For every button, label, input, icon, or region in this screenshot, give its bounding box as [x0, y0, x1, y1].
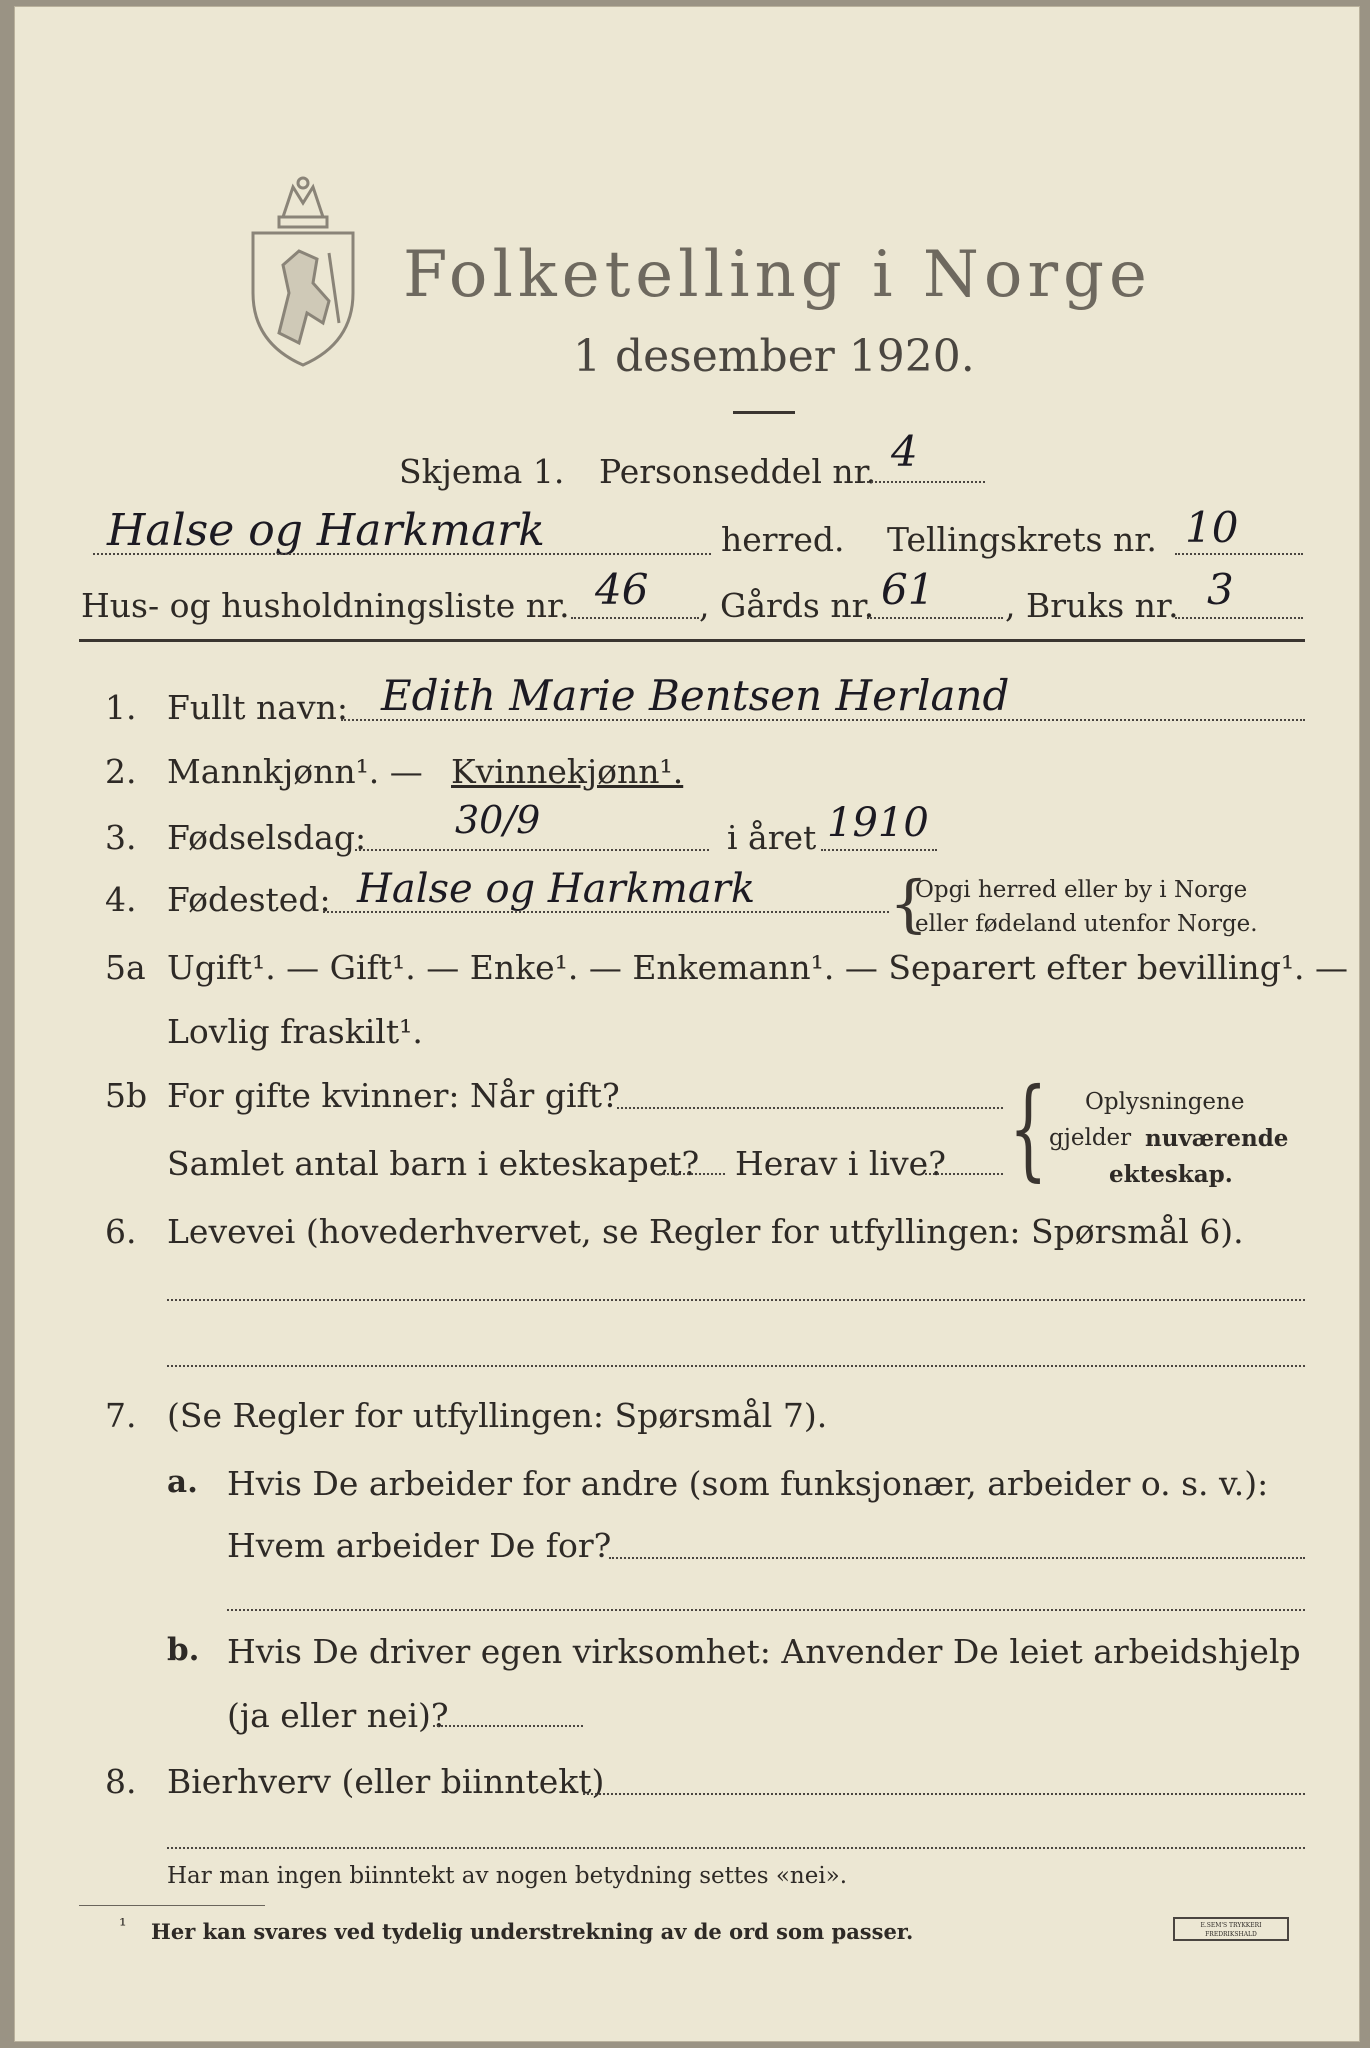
- q7a-field-line-2: [227, 1609, 1305, 1611]
- q4-label: Fødested:: [167, 880, 331, 919]
- bruks-label: , Bruks nr.: [1005, 586, 1179, 625]
- q8-field-line-1: [583, 1793, 1305, 1795]
- q6-label: Levevei (hovederhvervet, se Regler for utfyllingen: Spørsmål 6).: [167, 1212, 1244, 1251]
- q5b-alive-line: [925, 1173, 1003, 1175]
- q3-field-line: [355, 849, 709, 851]
- footnote-divider: [79, 1905, 265, 1906]
- q6-field-line-2: [167, 1365, 1305, 1367]
- footnote-mark: ¹: [119, 1915, 127, 1937]
- gards-label: , Gårds nr.: [699, 586, 875, 625]
- q5b-number: 5b: [105, 1076, 148, 1115]
- q7a-field-line-1: [609, 1557, 1305, 1559]
- printer-stamp: [1173, 1917, 1289, 1941]
- q8-field-line-2: [167, 1847, 1305, 1849]
- herred-value: Halse og Harkmark: [107, 505, 545, 556]
- q2-number: 2.: [105, 752, 137, 791]
- q2-kvinnekjonn: Kvinnekjønn¹.: [451, 752, 684, 791]
- q5b-when-married-label: For gifte kvinner: Når gift?: [167, 1076, 620, 1115]
- tellingskrets-value: 10: [1185, 503, 1239, 552]
- bruks-field-line: [1175, 617, 1303, 619]
- census-form-page: [14, 6, 1360, 2042]
- q5b-note-line2a: gjelder: [1049, 1125, 1132, 1151]
- q5a-number: 5a: [105, 948, 146, 987]
- q5b-children-label: Samlet antal barn i ekteskapet?: [167, 1144, 700, 1183]
- q5b-note-line1: Oplysningene: [1085, 1089, 1245, 1115]
- title-divider: [733, 411, 795, 414]
- q6-number: 6.: [105, 1212, 137, 1251]
- q1-label: Fullt navn:: [167, 688, 348, 727]
- herred-field-line: [93, 553, 711, 555]
- tellingskrets-label: Tellingskrets nr.: [887, 520, 1157, 559]
- q8-label: Bierhverv (eller biinntekt): [167, 1762, 605, 1801]
- header-divider: [79, 639, 1305, 642]
- q3-birth-year: 1910: [827, 800, 929, 846]
- q7b-line2: (ja eller nei)?: [227, 1696, 449, 1735]
- bruks-value: 3: [1207, 565, 1234, 614]
- q1-number: 1.: [105, 688, 137, 727]
- printer-line2: FREDRIKSHALD: [1205, 1931, 1257, 1938]
- gards-value: 61: [881, 565, 935, 614]
- q5b-note-line3: ekteskap.: [1109, 1161, 1233, 1188]
- q5b-note-line2b: nuværende: [1145, 1125, 1289, 1152]
- q7b-field-line: [433, 1725, 583, 1727]
- q5a-line1: Ugift¹. — Gift¹. — Enke¹. — Enkemann¹. — Separert efter bevilling¹. —: [167, 948, 1349, 987]
- q3-label: Fødselsdag:: [167, 818, 367, 857]
- q7a-line1: Hvis De arbeider for andre (som funksjonær, arbeider o. s. v.):: [227, 1464, 1269, 1503]
- q7a-line2: Hvem arbeider De for?: [227, 1526, 612, 1565]
- printer-line1: E.SEM'S TRYKKERI: [1200, 1922, 1262, 1929]
- q3-number: 3.: [105, 818, 137, 857]
- q2-mannkjonn: Mannkjønn¹. —: [167, 752, 423, 791]
- q7a-letter: a.: [167, 1464, 198, 1500]
- q4-number: 4.: [105, 880, 137, 919]
- husholdningsliste-label: Hus- og husholdningsliste nr.: [81, 586, 570, 625]
- q4-brace: {: [889, 867, 929, 940]
- gards-field-line: [867, 617, 1003, 619]
- q8-note: Har man ingen biinntekt av nogen betydning settes «nei».: [167, 1863, 848, 1889]
- personseddel-label: Personseddel nr.: [599, 452, 877, 491]
- coat-of-arms-icon: [239, 173, 367, 373]
- q6-field-line-1: [167, 1299, 1305, 1301]
- q3-year-line: [821, 849, 937, 851]
- form-title: Folketelling i Norge: [403, 238, 1152, 312]
- footnote-text: Her kan svares ved tydelig understrekning av de ord som passer.: [151, 1919, 914, 1944]
- personseddel-value: 4: [891, 427, 918, 476]
- q3-birthday: 30/9: [455, 798, 541, 842]
- q5b-when-married-line: [617, 1107, 1003, 1109]
- herred-label: herred.: [721, 520, 845, 559]
- personseddel-field-line: [863, 481, 985, 483]
- q7b-letter: b.: [167, 1632, 200, 1668]
- husholdningsliste-value: 46: [595, 565, 649, 614]
- q7-label: (Se Regler for utfyllingen: Spørsmål 7).: [167, 1396, 828, 1435]
- q7-number: 7.: [105, 1396, 137, 1435]
- tellingskrets-field-line: [1175, 553, 1303, 555]
- q4-note-line1: Opgi herred eller by i Norge: [915, 877, 1248, 903]
- census-date: 1 desember 1920.: [573, 331, 975, 382]
- skjema-label: Skjema 1.: [399, 452, 565, 491]
- q8-number: 8.: [105, 1762, 137, 1801]
- q1-full-name: Edith Marie Bentsen Herland: [381, 671, 1010, 720]
- husholdningsliste-field-line: [571, 617, 699, 619]
- q5b-children-line: [659, 1173, 725, 1175]
- q3-year-label: i året: [727, 818, 817, 857]
- q7b-line1: Hvis De driver egen virksomhet: Anvender De leiet arbeidshjelp: [227, 1632, 1301, 1671]
- q5b-alive-label: Herav i live?: [735, 1144, 946, 1183]
- q5b-brace: {: [1009, 1064, 1048, 1192]
- q4-birthplace: Halse og Harkmark: [357, 866, 756, 912]
- q4-note-line2: eller fødeland utenfor Norge.: [915, 911, 1258, 937]
- q5a-line2: Lovlig fraskilt¹.: [167, 1012, 423, 1051]
